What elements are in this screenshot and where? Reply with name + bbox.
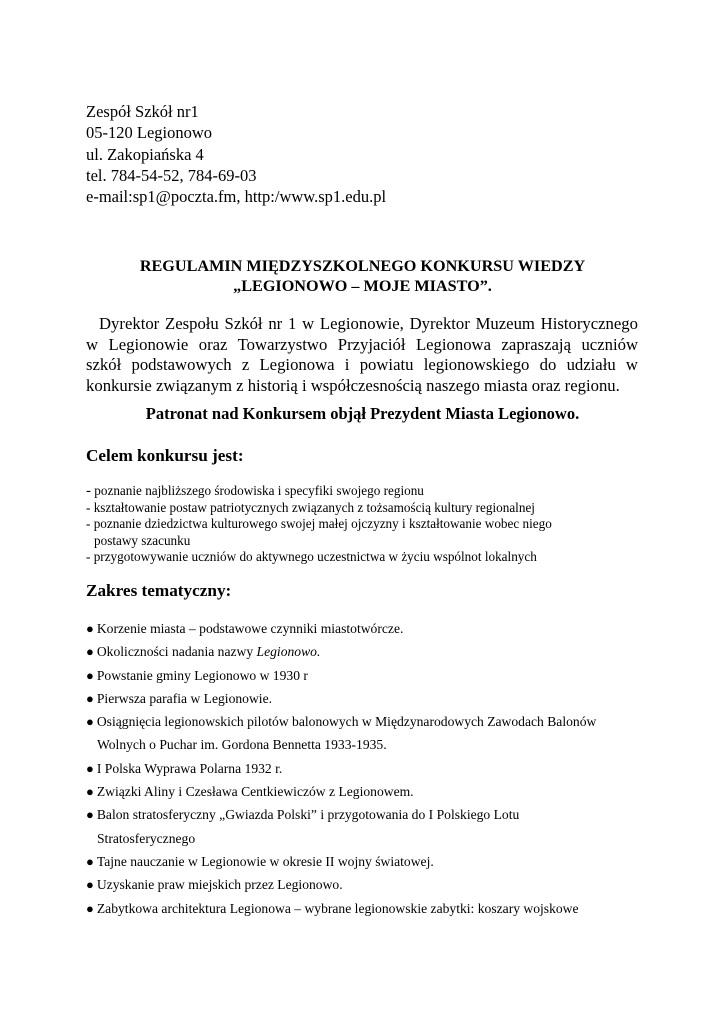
bullet-icon: ● bbox=[86, 690, 94, 706]
goal-item bbox=[86, 483, 646, 500]
document-title bbox=[86, 256, 639, 296]
goals-list bbox=[86, 483, 646, 566]
topic-text: Okoliczności nadania nazwy bbox=[96, 644, 257, 660]
goal-text: przygotowywanie uczniów do aktywnego uczestnictwa w życiu wspólnot lokalnych bbox=[93, 549, 537, 565]
topic-item bbox=[86, 687, 646, 710]
topics-heading: Zakres tematyczny: bbox=[86, 581, 232, 600]
topics-list bbox=[86, 617, 646, 920]
topic-text: Pierwsza parafia w Legionowie. bbox=[96, 690, 272, 706]
bullet-icon: ● bbox=[86, 807, 94, 823]
title-line-2: „LEGIONOWO – MOJE MIASTO”. bbox=[233, 277, 492, 295]
postal-code-city: 05-120 Legionowo bbox=[86, 123, 213, 143]
topic-item bbox=[86, 803, 646, 826]
bullet-icon: ● bbox=[86, 784, 94, 800]
topic-text: I Polska Wyprawa Polarna 1932 r. bbox=[96, 760, 283, 776]
bullet-icon: ● bbox=[86, 621, 94, 636]
topic-item bbox=[86, 640, 646, 663]
topic-text: Powstanie gminy Legionowo w 1930 r bbox=[96, 667, 308, 683]
town-name-italic: Legionowo. bbox=[256, 644, 321, 660]
bullet-icon: ● bbox=[86, 853, 94, 869]
topic-item bbox=[86, 873, 646, 896]
dash-marker: - bbox=[86, 483, 91, 499]
goal-item bbox=[86, 500, 646, 517]
goal-text: poznanie najbliższego środowiska i specyfiki swojego regionu bbox=[94, 483, 424, 498]
topic-text: Uzyskanie praw miejskich przez Legionowo. bbox=[96, 877, 343, 893]
goal-item bbox=[86, 549, 646, 566]
bullet-icon: ● bbox=[86, 760, 94, 776]
patronage-statement: Patronat nad Konkursem objął Prezydent Miasta Legionowo. bbox=[145, 404, 580, 423]
topic-text: Zabytkowa architektura Legionowa – wybrane legionowskie zabytki: koszary wojskowe bbox=[96, 900, 579, 916]
goal-item bbox=[86, 516, 646, 533]
intro-line: konkursie związanym z historią i współczesnością naszego miasta oraz regionu. bbox=[86, 375, 620, 395]
topic-text: Korzenie miasta – podstawowe czynniki miastotwórcze. bbox=[96, 621, 404, 636]
topic-item bbox=[86, 710, 646, 733]
topic-continuation: Wolnych o Puchar im. Gordona Bennetta 1933-1935. bbox=[97, 737, 387, 753]
bullet-icon: ● bbox=[86, 667, 94, 683]
dash-marker: - bbox=[86, 549, 91, 565]
phone-numbers: tel. 784-54-52, 784-69-03 bbox=[86, 165, 257, 185]
intro-paragraph bbox=[86, 314, 638, 396]
street-address: ul. Zakopiańska 4 bbox=[86, 144, 204, 164]
topic-item bbox=[86, 757, 646, 780]
dash-marker: - bbox=[86, 516, 91, 532]
topic-text: Związki Aliny i Czesława Centkiewiczów z Legionowem. bbox=[96, 784, 414, 800]
topic-text: Osiągnięcia legionowskich pilotów balonowych w Międzynarodowych Zawodach Balonów bbox=[96, 714, 597, 730]
bullet-icon: ● bbox=[86, 900, 94, 916]
bullet-icon: ● bbox=[86, 714, 94, 730]
title-line-1: REGULAMIN MIĘDZYSZKOLNEGO KONKURSU WIEDZY bbox=[139, 257, 586, 275]
topic-item bbox=[86, 780, 646, 803]
intro-line: w Legionowie oraz Towarzystwo Przyjaciół Legionowa zapraszają uczniów bbox=[86, 334, 638, 354]
bullet-icon: ● bbox=[86, 644, 94, 660]
topic-item bbox=[86, 617, 646, 640]
goal-text: kształtowanie postaw patriotycznych związanych z tożsamością kultury regionalnej bbox=[93, 499, 535, 515]
topic-text: Tajne nauczanie w Legionowie w okresie II wojny światowej. bbox=[96, 853, 434, 869]
topic-item bbox=[86, 897, 646, 920]
school-name: Zespół Szkół nr1 bbox=[86, 102, 199, 121]
topic-item bbox=[86, 664, 646, 687]
goal-continuation: postawy szacunku bbox=[94, 532, 191, 548]
dash-marker: - bbox=[86, 499, 91, 515]
school-address-block bbox=[86, 101, 386, 207]
goals-heading: Celem konkursu jest: bbox=[86, 446, 244, 465]
intro-line: Dyrektor Zespołu Szkół nr 1 w Legionowie, Dyrektor Muzeum Historycznego bbox=[99, 314, 638, 333]
email-website: e-mail:sp1@poczta.fm, http:/www.sp1.edu.pl bbox=[86, 187, 387, 207]
bullet-icon: ● bbox=[86, 877, 94, 893]
intro-line: szkół podstawowych z Legionowa i powiatu legionowskiego do udziału w bbox=[86, 355, 638, 375]
topic-item bbox=[86, 850, 646, 873]
topic-continuation: Stratosferycznego bbox=[97, 830, 196, 846]
topic-text: Balon stratosferyczny „Gwiazda Polski” i przygotowania do I Polskiego Lotu bbox=[96, 807, 520, 823]
goal-text: poznanie dziedzictwa kulturowego swojej małej ojczyzny i kształtowanie wobec niego bbox=[93, 516, 552, 532]
